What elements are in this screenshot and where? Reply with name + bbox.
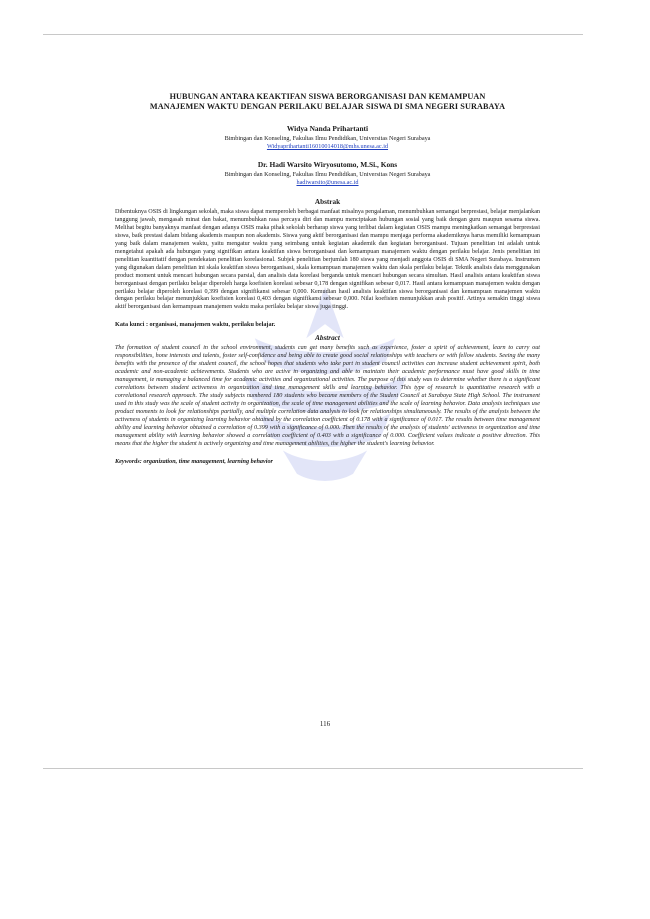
author-affiliation-1: Bimbingan dan Konseling, Fakultas Ilmu Pendidikan, Universitas Negeri Surabaya <box>224 135 431 142</box>
kata-kunci: Kata kunci : organisasi, manajemen waktu, perilaku belajar. <box>115 321 276 329</box>
paper-title-line-1: HUBUNGAN ANTARA KEAKTIFAN SISWA BERORGANISASI DAN KEMAMPUAN <box>169 92 486 101</box>
keywords: Keywords: organization, time management, learning behavior <box>115 457 273 465</box>
paper-first-page <box>115 92 540 465</box>
top-divider <box>43 34 583 35</box>
abstract-body: The formation of student council in the school environment, students can get many benefits such as experience, foster a spirit of achievement, learn to carry out responsibilities, hone interests and talents, foster self-confidence and being able to create good social relationships with teachers or with fellow students. Seeing the many benefits with the presence of the student council, the school hopes that students who take part in student council activities can increase student achievement spirit, both academic and non-academic achievements. Students who are active in organizing and able to maintain their academic performance must have good skills in time management, ie managing a balanced time for academic activities and organizational activities. The purpose of this study was to determine whether there is a significant correlations between student activeness in organization and time management skills and learning behavior. This type of research is quantitative research with a correlational research approach. The study subjects numbered 180 students who became members of the Student Council at Surabaya State High School. The instrument used in this study was the scale of student activity in organization, the scale of time management abilities and the scale of learning behavior. Data analysis techniques use product moments to look for relationships partially, and multiple correlation data analysis to look for relationships simultaneously. The results of the analysis between the activeness of students in organizing learning behavior obtained by the correlation coefficient of 0.178 with a significance of 0.017. The results between time management ability and learning behavior obtained a correlation of 0.399 with a significance of 0.000. Then the results of the analysis of students' activeness in organization and time management ability with learning behavior showed a correlation coefficient of 0.403 with a significance of 0.000. Coefficient values indicate a positive direction. This means that the higher the student is actively organizing and time management abilities, the higher the student's learning behavior. <box>115 345 540 447</box>
abstrak-body: Dibentuknya OSIS di lingkungan sekolah, maka siswa dapat memperoleh berbagai manfaat misalnya pengalaman, menumbuhkan semangat berprestasi, belajar menjalankan tanggung jawab, mengasah minat dan bakat, menumbuhkan rasa percaya diri dan mampu menciptakan hubungan sosial yang baik dengan guru maupun sesama siswa. Melihat begitu banyaknya manfaat dengan adanya OSIS maka pihak sekolah berharap siswa yang terlibat dalam kegiatan OSIS mampu meningkatkan semangat berprestasi siswa, baik prestasi dalam bidang akademis maupun non akademis. Siswa yang aktif berorganisasi dan mampu menjaga performa akademiknya harus memiliki kemampuan yang baik dalam manajemen waktu, yaitu mengatur waktu yang seimbang untuk kegiatan akademik dan kegiatan berorganisasi. Tujuan penelitian ini adalah untuk mengetahui apakah ada hubungan yang signifikan antara keaktifan siswa berorganisasi dan kemampuan manajemen waktu dengan perilaku belajar. Jenis penelitian ini penelitian kuantitatif dengan pendekatan penelitian korelasional. Subjek penelitian berjumlah 180 siswa yang menjadi anggota OSIS di SMA Negeri Surabaya. Instrumen yang digunakan dalam penelitian ini skala keaktifan siswa berorganisasi, skala kemampuan manajemen waktu dan skala perilaku belajar. Teknik analisis data menggunakan product moment untuk mencari hubungan secara parsial, dan analisis data korelasi berganda untuk mencari hubungan secara simultan. Hasil analisis antara keaktifan siswa berorganisasi dengan perilaku belajar diperoleh harga koefisien korelasi sebesar 0,178 dengan signifikan sebesar 0,017. Hasil antara kemampuan manajemen waktu dengan perilaku belajar diperoleh korelasi 0,399 dengan signifikansi sebesar 0,000. Kemudian hasil analisis keaktifan siswa berorganisasi dan kemampuan manajemen waktu dengan perilaku belajar menunjukkan koefisien korelasi 0,403 dengan signifikansi sebesar 0,000. Nilai koefisien menunjukkan arah positif. Artinya semakin tinggi siswa aktif berorganisasi dan kemampuan manajemen waktu maka perilaku belajar siswa juga tinggi. <box>115 209 540 311</box>
author-name-2: Dr. Hadi Warsito Wiryosutomo, M.Si., Kons <box>257 160 398 169</box>
author-name-1: Widya Nanda Prihartanti <box>286 124 369 133</box>
paper-title-line-2: MANAJEMEN WAKTU DENGAN PERILAKU BELAJAR SISWA DI SMA NEGERI SURABAYA <box>149 102 506 111</box>
abstract-heading: Abstract <box>315 334 340 343</box>
bottom-divider <box>43 768 583 769</box>
page-number: 116 <box>319 720 331 728</box>
author-email-1[interactable]: Widyaprihartanti16010014018@mhs.unesa.ac.id <box>266 143 389 150</box>
author-email-2[interactable]: hadiwarsito@unesa.ac.id <box>296 179 359 186</box>
abstrak-heading: Abstrak <box>314 198 341 206</box>
author-affiliation-2: Bimbingan dan Konseling, Fakultas Ilmu Pendidikan, Universitas Negeri Surabaya <box>224 171 431 178</box>
